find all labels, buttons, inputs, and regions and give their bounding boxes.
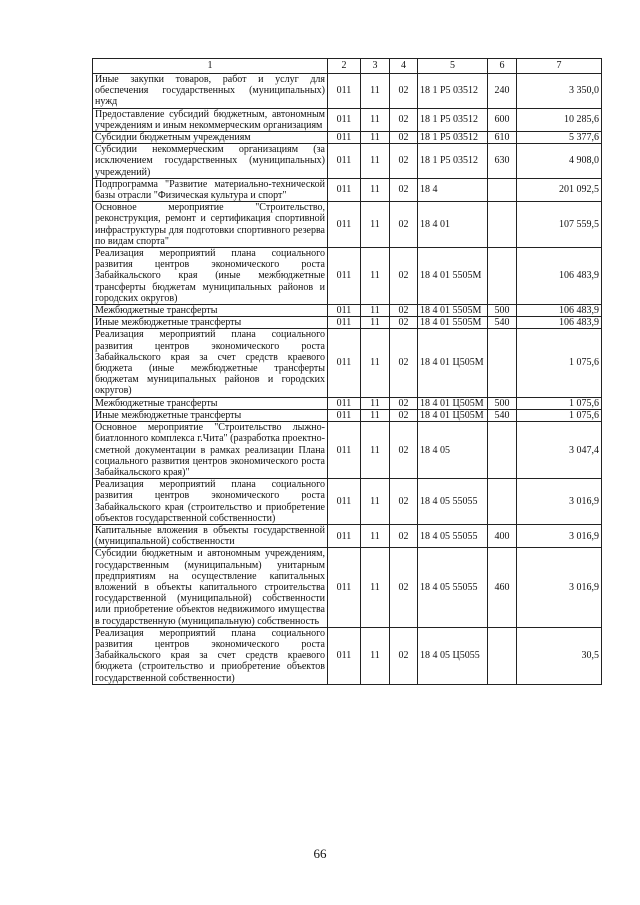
header-cell: 7 [517, 59, 602, 74]
ved-code-cell: 011 [328, 627, 361, 684]
table-row [93, 627, 602, 684]
section-code-cell: 11 [361, 422, 390, 479]
target-article-cell: 18 4 05 55055 [418, 548, 488, 627]
row-name-cell: Капитальные вложения в объекты государственной (муниципальной) собственности [93, 524, 328, 547]
ved-code-cell: 011 [328, 397, 361, 409]
subsection-code-cell: 02 [390, 422, 418, 479]
ved-code-cell: 011 [328, 524, 361, 547]
section-code-cell: 11 [361, 132, 390, 144]
expense-type-cell: 500 [488, 397, 517, 409]
expense-type-cell: 460 [488, 548, 517, 627]
table-row [93, 108, 602, 131]
amount-cell: 106 483,9 [517, 305, 602, 317]
amount-cell: 4 908,0 [517, 144, 602, 179]
expense-type-cell [488, 422, 517, 479]
table-row [93, 132, 602, 144]
row-name-cell: Субсидии бюджетным и автономным учреждениям, государственным (муниципальным) унитарным предприятиям на осуществление капитальных вложений в объекты капитального строительства государственной (муниципальной) собственности или приобретение объектов недвижимого имущества в государственную (муниципальную) собственность [93, 548, 328, 627]
target-article-cell: 18 4 01 Ц505М [418, 329, 488, 397]
table-row [93, 144, 602, 179]
row-name-cell: Основное мероприятие "Строительство, реконструкция, ремонт и сертификация спортивной инфраструктуры для подготовки спортивного резерва по видам спорта" [93, 202, 328, 248]
amount-cell: 5 377,6 [517, 132, 602, 144]
section-code-cell: 11 [361, 524, 390, 547]
ved-code-cell: 011 [328, 329, 361, 397]
ved-code-cell: 011 [328, 178, 361, 201]
ved-code-cell: 011 [328, 74, 361, 109]
row-name-cell: Межбюджетные трансферты [93, 397, 328, 409]
ved-code-cell: 011 [328, 479, 361, 525]
amount-cell: 1 075,6 [517, 397, 602, 409]
table-row [93, 317, 602, 329]
section-code-cell: 11 [361, 329, 390, 397]
table-body [93, 74, 602, 685]
budget-table [92, 58, 602, 685]
row-name-cell: Подпрограмма "Развитие материально-технической базы отрасли "Физическая культура и спорт" [93, 178, 328, 201]
subsection-code-cell: 02 [390, 397, 418, 409]
table-row [93, 248, 602, 305]
header-cell: 1 [93, 59, 328, 74]
row-name-cell: Реализация мероприятий плана социального развития центров экономического роста Забайкальского края за счет средств краевого бюджета (строительство и приобретение объектов государственной собственности) [93, 627, 328, 684]
ved-code-cell: 011 [328, 108, 361, 131]
subsection-code-cell: 02 [390, 479, 418, 525]
target-article-cell: 18 4 01 [418, 202, 488, 248]
table-row [93, 548, 602, 627]
table-row [93, 305, 602, 317]
section-code-cell: 11 [361, 479, 390, 525]
target-article-cell: 18 1 Р5 03512 [418, 144, 488, 179]
subsection-code-cell: 02 [390, 305, 418, 317]
row-name-cell: Предоставление субсидий бюджетным, автономным учреждениям и иным некоммерческим организациям [93, 108, 328, 131]
table-row [93, 74, 602, 109]
subsection-code-cell: 02 [390, 132, 418, 144]
target-article-cell: 18 4 05 Ц5055 [418, 627, 488, 684]
amount-cell: 1 075,6 [517, 329, 602, 397]
table-row [93, 524, 602, 547]
header-cell: 3 [361, 59, 390, 74]
subsection-code-cell: 02 [390, 178, 418, 201]
subsection-code-cell: 02 [390, 317, 418, 329]
row-name-cell: Субсидии некоммерческим организациям (за исключением государственных (муниципальных) учреждений) [93, 144, 328, 179]
target-article-cell: 18 4 01 5505М [418, 248, 488, 305]
expense-type-cell: 610 [488, 132, 517, 144]
amount-cell: 3 016,9 [517, 524, 602, 547]
table-row [93, 409, 602, 421]
ved-code-cell: 011 [328, 202, 361, 248]
ved-code-cell: 011 [328, 422, 361, 479]
expense-type-cell: 540 [488, 317, 517, 329]
expense-type-cell [488, 202, 517, 248]
amount-cell: 3 350,0 [517, 74, 602, 109]
expense-type-cell [488, 329, 517, 397]
table-row [93, 202, 602, 248]
section-code-cell: 11 [361, 409, 390, 421]
header-row [93, 59, 602, 74]
ved-code-cell: 011 [328, 548, 361, 627]
section-code-cell: 11 [361, 317, 390, 329]
amount-cell: 201 092,5 [517, 178, 602, 201]
table-row [93, 397, 602, 409]
section-code-cell: 11 [361, 178, 390, 201]
subsection-code-cell: 02 [390, 144, 418, 179]
subsection-code-cell: 02 [390, 627, 418, 684]
expense-type-cell: 600 [488, 108, 517, 131]
expense-type-cell: 500 [488, 305, 517, 317]
section-code-cell: 11 [361, 202, 390, 248]
expense-type-cell: 240 [488, 74, 517, 109]
ved-code-cell: 011 [328, 317, 361, 329]
section-code-cell: 11 [361, 397, 390, 409]
subsection-code-cell: 02 [390, 329, 418, 397]
expense-type-cell [488, 627, 517, 684]
row-name-cell: Основное мероприятие "Строительство лыжно-биатлонного комплекса г.Чита" (разработка проектно-сметной документации в рамках реализации Плана социального развития центров экономического роста Забайкальского края)" [93, 422, 328, 479]
expense-type-cell: 400 [488, 524, 517, 547]
target-article-cell: 18 1 Р5 03512 [418, 74, 488, 109]
table-row [93, 422, 602, 479]
target-article-cell: 18 4 01 5505М [418, 305, 488, 317]
target-article-cell: 18 4 [418, 178, 488, 201]
subsection-code-cell: 02 [390, 108, 418, 131]
amount-cell: 106 483,9 [517, 248, 602, 305]
section-code-cell: 11 [361, 548, 390, 627]
subsection-code-cell: 02 [390, 248, 418, 305]
amount-cell: 3 047,4 [517, 422, 602, 479]
expense-type-cell [488, 178, 517, 201]
table-row [93, 178, 602, 201]
row-name-cell: Субсидии бюджетным учреждениям [93, 132, 328, 144]
amount-cell: 106 483,9 [517, 317, 602, 329]
row-name-cell: Иные межбюджетные трансферты [93, 317, 328, 329]
table-row [93, 329, 602, 397]
subsection-code-cell: 02 [390, 409, 418, 421]
row-name-cell: Иные межбюджетные трансферты [93, 409, 328, 421]
row-name-cell: Реализация мероприятий плана социального развития центров экономического роста Забайкальского края за счет средств краевого бюджета (иные межбюджетные трансферты бюджетам муниципальных районов и городских округов) [93, 329, 328, 397]
subsection-code-cell: 02 [390, 74, 418, 109]
table-row [93, 479, 602, 525]
amount-cell: 3 016,9 [517, 479, 602, 525]
target-article-cell: 18 4 05 55055 [418, 479, 488, 525]
expense-type-cell [488, 479, 517, 525]
header-cell: 4 [390, 59, 418, 74]
header-cell: 2 [328, 59, 361, 74]
subsection-code-cell: 02 [390, 524, 418, 547]
section-code-cell: 11 [361, 74, 390, 109]
section-code-cell: 11 [361, 144, 390, 179]
amount-cell: 1 075,6 [517, 409, 602, 421]
target-article-cell: 18 4 05 [418, 422, 488, 479]
expense-type-cell: 630 [488, 144, 517, 179]
ved-code-cell: 011 [328, 305, 361, 317]
row-name-cell: Реализация мероприятий плана социального развития центров экономического роста Забайкальского края (иные межбюджетные трансферты бюджетам муниципальных районов и городских округов) [93, 248, 328, 305]
target-article-cell: 18 4 01 Ц505М [418, 409, 488, 421]
amount-cell: 10 285,6 [517, 108, 602, 131]
section-code-cell: 11 [361, 108, 390, 131]
subsection-code-cell: 02 [390, 548, 418, 627]
ved-code-cell: 011 [328, 409, 361, 421]
subsection-code-cell: 02 [390, 202, 418, 248]
section-code-cell: 11 [361, 627, 390, 684]
section-code-cell: 11 [361, 248, 390, 305]
target-article-cell: 18 4 01 5505М [418, 317, 488, 329]
ved-code-cell: 011 [328, 132, 361, 144]
target-article-cell: 18 1 Р5 03512 [418, 108, 488, 131]
amount-cell: 3 016,9 [517, 548, 602, 627]
row-name-cell: Межбюджетные трансферты [93, 305, 328, 317]
amount-cell: 30,5 [517, 627, 602, 684]
target-article-cell: 18 4 05 55055 [418, 524, 488, 547]
row-name-cell: Реализация мероприятий плана социального развития центров экономического роста Забайкальского края (строительство и приобретение объектов государственной собственности) [93, 479, 328, 525]
header-cell: 5 [418, 59, 488, 74]
section-code-cell: 11 [361, 305, 390, 317]
target-article-cell: 18 1 Р5 03512 [418, 132, 488, 144]
target-article-cell: 18 4 01 Ц505М [418, 397, 488, 409]
amount-cell: 107 559,5 [517, 202, 602, 248]
ved-code-cell: 011 [328, 248, 361, 305]
page-number: 66 [313, 846, 327, 861]
ved-code-cell: 011 [328, 144, 361, 179]
header-cell: 6 [488, 59, 517, 74]
expense-type-cell [488, 248, 517, 305]
row-name-cell: Иные закупки товаров, работ и услуг для обеспечения государственных (муниципальных) нужд [93, 74, 328, 109]
expense-type-cell: 540 [488, 409, 517, 421]
